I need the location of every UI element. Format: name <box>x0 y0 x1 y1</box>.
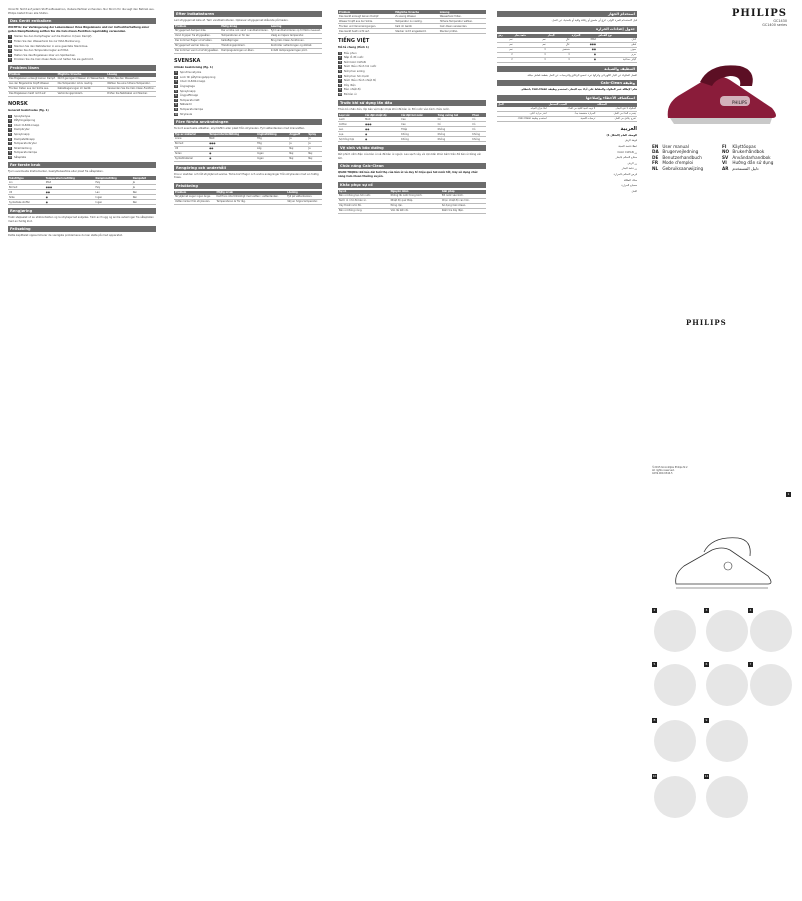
table-row: Der kommer vand ud af strygesålen. Dampreguleringen er åben. Indstil dampreguleringen på 0. <box>174 48 322 53</box>
list-item: 2 Lock till påfyllningsöppning <box>175 75 216 79</box>
section-heading: Feilsøking <box>8 226 156 232</box>
figure-number: 7 <box>749 662 752 666</box>
figure-number: 6 <box>705 662 708 666</box>
table-row: Vatten läcker från stryksulan. Temperaturen är för låg. Välj en högre temperatur. <box>174 199 322 204</box>
list-item: 3 Nút CALC CLEAN <box>339 60 366 64</box>
list-item: 3 CALC CLEAN-knapp <box>175 80 206 84</box>
troubleshooting-table: Problem Mögliche Ursache Lösung Das Bügeleisen erzeugt keinen Dampf. Nicht genügend Wasser im Wassertank. Füllen Sie den Wassertank. Aus der Bügelsohle tropft Wasser. Die Temperatur ist zu niedrig. Wählen Sie eine höhere Temperatur. Flocken treten aus der Sohle aus. Kalkablagerungen im Gerät. Verwenden Sie die Calc-Clean-Funktion. Das Bügeleisen heizt nicht auf. Verbindungsproblem. Prüfen Sie Netzkabel und Stecker. <box>9 73 155 96</box>
settings-table: Loại vải Cài đặt nhiệt độ Cài đặt hơi nước Tăng cường hơi Phun Lanh MAX Cao Có Có Cotton ●●● Cao Có Có Len ●● Thấp Không Có Lụa ● Không Không Không Sợi tổng hợp ● Không Không Không <box>338 113 486 142</box>
important-note: WICHTIG: Zur Verlängerung der Lebensdauer Ihres Bügeleisens und zur Aufrechterhaltung einer guten Dampfleistung sollten Sie die Calc-Clean-Funktion regelmäßig verwenden. <box>8 26 150 33</box>
intro-text: Vorsicht: Nicht auf jedem Stoff aufbewahren, lösbare Partikel vorhanden. Nur Strom für die Legt den Betrieb aus. Philips bietet Ihnen alle Stufen. <box>8 8 155 15</box>
table-row: Bàn ủi không tạo hơi nước. Không đủ nước trong bình. Đổ nước vào bình. <box>338 194 486 199</box>
step-item: 2 Füllen Sie den Wassertank bis zur MAX-Markierung. <box>9 39 81 43</box>
table-row: Bomull ●●● Hög Ja Ja <box>174 141 322 146</box>
section-heading: جدول إعدادات الحرارة <box>497 26 637 32</box>
table-row: Lanh MAX Cao Có Có <box>338 117 486 122</box>
list-item: قرص التحكم بالحرارة <box>613 172 637 176</box>
table-row: Cotton ●●● Cao Có Có <box>338 122 486 127</box>
list-item: مفتاح التحكم بالبخار <box>615 156 637 160</box>
step-item: 1 Stellen Sie den Dampfregler auf die Position 0 (kein Dampf). <box>9 35 93 39</box>
language-heading: العربية <box>620 125 637 132</box>
figure-circle <box>750 610 792 652</box>
figure-circle <box>654 776 696 818</box>
list-item: مصباح الحرارة <box>621 184 637 188</box>
column-vietnamese <box>338 8 486 217</box>
copyright: ©2015 Koninklijke Philips N.V. All rights reserved. 4239.000.9344.5 <box>652 466 688 475</box>
troubleshooting-table: المشكلة السبب المحتمل الحل المكواة لا تنتج البخار. لا توجد كمية كافية من الماء. املأ خزان المياه. يتسرب الماء من النعل. الحرارة منخفضة جداً. اختر حرارة أعلى. تخرج رقائق من النعل. ترسبات كلسية. استخدم وظيفة Calc-Clean. <box>498 103 636 121</box>
table-row: Das Gerät heizt nicht auf. Stecker nicht eingesteckt. Stecker prüfen. <box>338 29 486 34</box>
column-arabic <box>497 8 637 195</box>
list-item: زر دفعة البخار <box>621 167 637 171</box>
table-row: Aus der Bügelsohle tropft Wasser. Die Temperatur ist zu niedrig. Wählen Sie eine höhere Temperatur. <box>8 81 156 86</box>
list-item: 10 Såleplate <box>8 155 27 159</box>
table-row: Bomull ●●● Høy Ja <box>8 185 156 190</box>
table-row: Len ●● Thấp Không Có <box>338 127 486 132</box>
subsection-title: Mô tả chung (Hình 1) <box>338 46 369 49</box>
table-row: Siden ● Ingen Nej Nej <box>174 151 322 156</box>
table-row: Flocken treten aus der Sohle aus. Kalkablagerungen im Gerät. Verwenden Sie die Calc-Clean-Funktion. <box>9 87 155 91</box>
table-row: Vand drypper fra strygesålen. Temperaturen er for lav. Vælg en højere temperatur. <box>174 33 322 38</box>
figure-number: 3 <box>705 608 708 612</box>
subsection-title: Allmän beskrivning (fig. 1) <box>174 65 213 69</box>
language-heading: SVENSKA <box>174 57 201 64</box>
table-row: Der kommer flager ud af sålen. Kalkaflejringer. Brug Calc-Clean-funktionen. <box>174 38 322 43</box>
model-number: GC1430 <box>773 19 787 23</box>
page-mark: 1 <box>787 492 790 496</box>
figure-number: 8 <box>653 718 656 722</box>
troubleshooting-table: Problem Mulig årsag Løsning Strygejernet damper ikke. Der er ikke nok vand i vandbeholderen. Fyld vandbeholderen op til MAX-niveauet. Vand drypper fra strygesålen. Temperaturen er for lav. Vælg en højere temperatur. Der kommer flager ud af sålen. Kalkaflejringer. Brug Calc-Clean-funktionen. Strygejernet varmer ikke op. Tilslutningsproblem. Kontrollér netledningen og stikket. Der kommer vand ud af strygesålen. Dampreguleringen er åben. Indstil dampreguleringen på 0. <box>175 25 321 53</box>
body-text: Rút phích cắm điện của bàn ủi và để bàn ủi nguội. Lau sạch vảy và cặn bẩn khác bám trên đế bàn ủi bằng vải ẩm. <box>338 153 481 160</box>
section-heading: التنظيف والصيانة <box>497 66 637 72</box>
table-row: Bàn ủi không nóng. Vấn đề kết nối. Kiểm tra dây điện. <box>338 208 486 213</box>
table-row: ألياف صناعية ● لا لا لا <box>497 57 637 62</box>
step-item: 6 Drücken Sie die Calc-Clean-Taste und halten Sie sie gedrückt. <box>9 58 94 62</box>
settings-table: Tekstiltype Temperaturinnstilling Dampinnstilling Dampstøt Lin MAX Høy Ja Bomull ●●● Høy Ja Ull ●● Lav Nei Silke ● Ingen Nei Syntetiske stoffer ● Ingen Nei <box>8 176 156 205</box>
body-text: Trekk støpselet ut av stikkontakten og la strykejernet avkjøles. Tørk av fnugg og andre avleiringer fra såleplaten med en fuktig klut. <box>8 216 154 223</box>
table-row: Das Bügeleisen heizt nicht auf. Verbindungsproblem. Prüfen Sie Netzkabel und Stecker. <box>8 91 156 96</box>
list-item: 2 Nắp lỗ đổ nước <box>339 56 364 60</box>
section-heading: Før første bruk <box>8 162 156 168</box>
column-cover <box>650 8 795 898</box>
list-item: 10 Đế bàn ủi <box>338 92 357 96</box>
list-item: زر CALC CLEAN <box>617 150 637 154</box>
section-heading: Före första användningen <box>174 119 322 125</box>
list-item: 9 Temperaturlampe <box>9 151 37 155</box>
list-item: سلك الطاقة <box>623 178 637 182</box>
table-row: Silke ● Ingen Nei <box>8 195 156 200</box>
figure-number: 10 <box>652 774 657 778</box>
figure-number: 9 <box>705 718 708 722</box>
table-row: Das Gerät erzeugt keinen Dampf. Zu wenig Wasser. Wassertank füllen. <box>338 14 486 19</box>
body-text: Fjern eventuelle klistremerker, beskyttelsesfolie eller plast fra såleplaten. <box>8 170 104 174</box>
table-row: Das Bügeleisen erzeugt keinen Dampf. Nicht genügend Wasser im Wassertank. Füllen Sie den Wassertank. <box>8 77 156 82</box>
list-item: 5 Sprayknapp <box>9 132 30 136</box>
body-text: قبل الاستخدام للمرة الأولى، انزع أي ملصق أو رقاقة واقية أو بلاستيك عن النعل. <box>551 19 637 22</box>
section-heading: Chức năng Calc-Clean <box>338 163 486 169</box>
table-row: قطن ●●● عالٍ نعم نعم <box>497 42 637 47</box>
settings-table: Typ av material Temperaturinställning Ånginställning Ångpuff Spray Linne MAX Hög Ja Ja Bomull ●●● Hög Ja Ja Ull ●● Låg Nej Ja Siden ● Ingen Nej Nej Syntetmaterial ● Ingen Nej Nej <box>174 133 322 162</box>
table-row: Strykjärnet avger ingen ånga. Det finns inte tillräckligt med vatten i vattentanken. Fyll på vattentanken. <box>174 195 322 200</box>
figure-circle <box>706 776 748 818</box>
figure-circle <box>706 664 748 706</box>
table-row: Lụa ● Không Không Không <box>338 132 486 137</box>
list-item: النعل <box>631 189 637 193</box>
steam-iron-illustration <box>660 56 785 136</box>
language-list: EN User manual FI Käyttöopas DA Brugervejledning NO Brukerhåndbok DE Benutzerhandbuch SV Användarhandbok FR Mode d'emploi VI Hướng dẫn sử dụng NL Gebruiksaanwijzing AR دليل المستخدم <box>652 144 774 171</box>
section-heading: Trước khi sử dụng lần đầu <box>338 100 486 106</box>
troubleshooting-table: Problem Möjlig orsak Lösning Strykjärnet avger ingen ånga. Det finns inte tillräckligt med vatten i vattentanken. Fyll på vattentanken. Vatten läcker från stryksulan. Temperaturen är för låg. Välj en högre temperatur. <box>174 191 322 205</box>
section-heading: Das Gerät entkalken <box>8 18 156 24</box>
section-heading: استخدام الجهاز <box>497 11 637 17</box>
table-row: Flocken und Verunreinigungen. Kalk im Gerät. Calc-Clean verwenden. <box>338 24 486 29</box>
language-heading: TIẾNG VIỆT <box>338 38 370 44</box>
section-heading: Vệ sinh và bảo dưỡng <box>338 145 486 151</box>
list-item: 1 Đầu phun <box>339 51 357 55</box>
list-item: غطاء فتحة التعبئة <box>618 144 637 148</box>
list-item: 3 CALC CLEAN-knapp <box>9 123 40 127</box>
table-row: Vảy thoát ra từ đế. Đóng cặn. Sử dụng Calc-Clean. <box>338 203 486 208</box>
table-row: صوف ●● منخفض لا نعم <box>497 47 637 52</box>
subsection-title: Generell beskrivelse (fig. 1) <box>8 108 49 112</box>
column-german-norwegian <box>8 8 156 240</box>
list-item: 5 Sprayknapp <box>175 89 196 93</box>
iron-brand-mark: PHILIPS <box>732 100 747 105</box>
body-text: Dette kapittelet oppsummerer de vanligste problemene du kan støte på med apparatet. <box>8 234 123 238</box>
list-item: 2 Påfyllingsåpning <box>9 119 36 123</box>
list-item: 10 Stryksula <box>174 112 193 116</box>
body-text: Dra ur sladden och låt strykjärnet svalna. Torka bort flagor och andra avlagringar från stryksulan med en fuktig trasa. <box>174 172 319 180</box>
table-row: كتان MAX عالٍ نعم نعم <box>497 38 637 43</box>
subsection-title: الوصف العام (الشكل 1) <box>606 133 637 137</box>
model-series: GC1400 series <box>762 23 787 27</box>
figure-circle <box>706 720 748 762</box>
figure-circle <box>654 720 696 762</box>
table-row: Syntetiske stoffer ● Ingen Nei <box>8 200 156 205</box>
section-heading: Problem lösen <box>8 65 156 71</box>
list-item: 9 Đèn nhiệt độ <box>339 88 361 92</box>
list-item: 1 Sprøytedyse <box>9 114 31 118</box>
important-note: QUAN TRỌNG: Để kéo dài tuổi thọ của bàn ủi và duy trì hiệu quả hơi nước tốt, hãy sử dụng chức năng Calc-Clean thường xuyên. <box>338 171 478 178</box>
table-row: Strygejernet varmer ikke op. Tilslutningsproblem. Kontrollér netledningen og stikket. <box>174 43 322 48</box>
list-item: 8 Nätsladd <box>175 103 192 107</box>
section-heading: Rengjøring <box>8 208 156 214</box>
figure-circle <box>654 664 696 706</box>
list-item: 9 Temperaturlampa <box>175 107 203 111</box>
list-item: 4 Núm điều chỉnh hơi nước <box>339 65 377 69</box>
table-row: Lin MAX Høy Ja <box>8 180 156 185</box>
list-item: 7 Temperaturratt <box>175 98 200 102</box>
figure-number: 11 <box>704 774 709 778</box>
table-row: يتسرب الماء من النعل. الحرارة منخفضة جداً. اختر حرارة أعلى. <box>497 111 637 116</box>
figure-number: 2 <box>653 608 656 612</box>
list-item: فوهة الرش <box>624 139 637 143</box>
figure-number: 5 <box>653 662 656 666</box>
list-item: 7 Núm điều chỉnh nhiệt độ <box>339 79 376 83</box>
list-item: 6 Ångpuffknapp <box>175 94 199 98</box>
step-item: 5 Halten Sie das Bügeleisen über ein Spülbecken. <box>9 53 77 57</box>
list-item: 1 Sprutmunstycke <box>175 71 202 75</box>
list-item: 8 Strømledning <box>9 146 32 150</box>
column-danish-swedish <box>174 8 322 208</box>
body-text: Tháo bỏ nhãn dán, lớp bảo vệ hoặc nhựa khỏi đế bàn ủi. Đổ nước vào bình chứa nước. <box>338 107 450 111</box>
list-item: 5 Nút phun sương <box>339 69 365 73</box>
body-text: Lad strygejernet køle af. Tøm vandbeholderen. Opbevar strygejernet stående på hælen. <box>174 19 289 22</box>
figure-circle <box>706 610 748 652</box>
section-heading: Khắc phục sự cố <box>338 182 486 188</box>
important-note: هام: لإطالة عمر المكواة والحفاظ على أداء جيد للبخار، استخدم وظيفة Calc-Clean بانتظام. <box>520 88 637 92</box>
figure-number: 4 <box>749 608 752 612</box>
figure-circle <box>750 664 792 706</box>
list-item: 6 Dampstøtknapp <box>9 137 35 141</box>
section-heading: وظيفة Calc-Clean <box>497 80 637 86</box>
language-heading: NORSK <box>8 100 28 107</box>
list-item: 8 Dây điện <box>339 83 356 87</box>
troubleshooting-table: Problem Mögliche Ursache Lösung Das Gerät erzeugt keinen Dampf. Zu wenig Wasser. Wassertank füllen. Wasser tropft aus der Sohle. Temperatur zu niedrig. Höhere Temperatur wählen. Flocken und Verunreinigungen. Kalk im Gerät. Calc-Clean verwenden. Das Gerät heizt nicht auf. Stecker nicht eingesteckt. Stecker prüfen. <box>338 10 486 34</box>
list-item: زر الرش <box>627 161 637 165</box>
figure-circle <box>654 610 696 652</box>
table-row: Nước rò rỉ từ đế bàn ủi. Nhiệt độ quá thấp. Chọn nhiệt độ cao hơn. <box>338 198 486 203</box>
table-row: Ull ●● Lav Nei <box>8 190 156 195</box>
table-row: Wasser tropft aus der Sohle. Temperatur zu niedrig. Höhere Temperatur wählen. <box>338 19 486 24</box>
list-item: 4 Ångreglage <box>175 84 195 88</box>
section-heading: Rengöring och underhåll <box>174 165 322 171</box>
section-heading: استكشاف الأخطاء وإصلاحها <box>497 95 637 101</box>
table-row: تخرج رقائق من النعل. ترسبات كلسية. استخدم وظيفة Calc-Clean. <box>497 116 637 121</box>
body-text: افصل المكواة عن التيار الكهربائي واتركها تبرد. امسح الرقائق والترسبات عن النعل بقطعة قماش مبللة. <box>526 73 637 77</box>
settings-table: نوع القماش الحرارة البخار دفعة بخار رش كتان MAX عالٍ نعم نعم قطن ●●● عالٍ نعم نعم صوف ●● منخفض لا نعم حرير ● لا لا لا ألياف صناعية ● لا لا لا <box>498 34 636 62</box>
troubleshooting-table: Sự cố Nguyên nhân Giải pháp Bàn ủi không tạo hơi nước. Không đủ nước trong bình. Đổ nước vào bình. Nước rò rỉ từ đế bàn ủi. Nhiệt độ quá thấp. Chọn nhiệt độ cao hơn. Vảy thoát ra từ đế. Đóng cặn. Sử dụng Calc-Clean. Bàn ủi không nóng. Vấn đề kết nối. Kiểm tra dây điện. <box>338 190 486 214</box>
list-item: 7 Temperaturbryter <box>9 142 37 146</box>
step-item: 3 Stecken Sie den Netzstecker in eine geerdete Steckdose. <box>9 44 89 48</box>
section-heading: Felsökning <box>174 183 322 189</box>
table-row: Linne MAX Hög Ja Ja <box>174 137 322 142</box>
table-row: Ull ●● Låg Nej Ja <box>174 146 322 151</box>
table-row: المكواة لا تنتج البخار. لا توجد كمية كافية من الماء. املأ خزان المياه. <box>497 107 637 112</box>
iron-diagram <box>668 530 778 600</box>
philips-logo-footer: PHILIPS <box>686 318 727 327</box>
table-row: Strygejernet damper ikke. Der er ikke nok vand i vandbeholderen. Fyld vandbeholderen op til MAX-niveauet. <box>175 29 321 33</box>
table-row: حرير ● لا لا لا <box>497 52 637 57</box>
philips-logo: PHILIPS <box>731 8 787 19</box>
body-text: Ta bort eventuella etiketter, skyddsfilm eller plast från stryksulan. Fyll vattentanken med kranvatten. <box>174 127 306 131</box>
list-item: 4 Dampbryter <box>9 128 30 132</box>
step-item: 4 Stellen Sie den Temperaturregler auf MAX. <box>9 49 70 53</box>
table-row: Syntetmaterial ● Ingen Nej Nej <box>174 156 322 161</box>
section-heading: Efter indkøbsturen <box>174 11 322 17</box>
list-item: 6 Nút phun hơi mạnh <box>339 74 370 78</box>
table-row: Sợi tổng hợp ● Không Không Không <box>338 137 486 142</box>
